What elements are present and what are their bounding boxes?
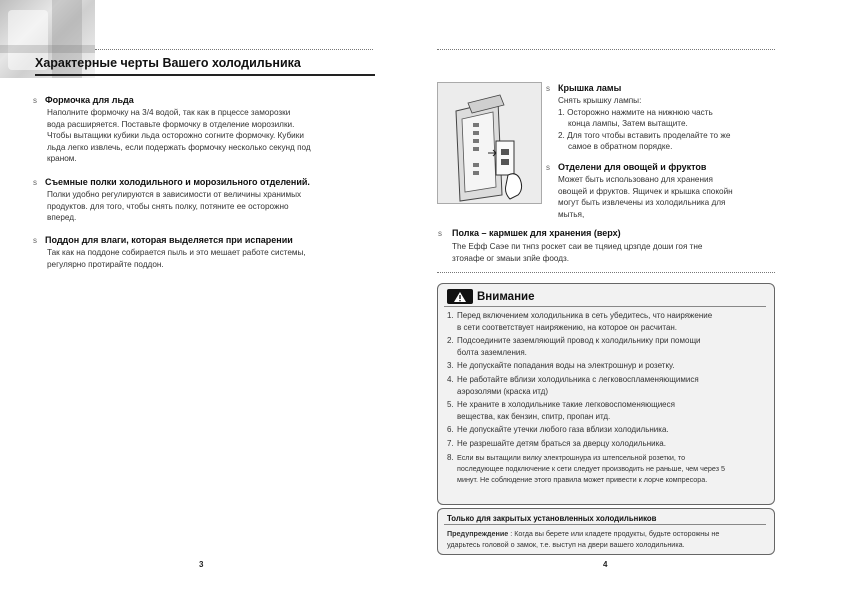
list-item: [447, 399, 767, 422]
section-heading: Отделени для овощей и фруктов: [558, 162, 707, 172]
text-line: ударьтесь головой о замок, т.е. выступ на двери вашего холодильника.: [447, 540, 685, 549]
list-item: [447, 335, 767, 358]
section-lamp-cover: [546, 83, 776, 153]
text-line: болта заземления.: [457, 347, 527, 357]
bullet: s: [546, 84, 550, 93]
text-line: Может быть использовано для хранения: [558, 175, 713, 184]
bullet: s: [33, 96, 37, 105]
caution-label: Предупреждение: [447, 529, 509, 538]
list-item: [447, 360, 767, 372]
text-line: Не допускайте попадания воды на электрошнур и розетку.: [457, 361, 675, 371]
section-heading: Поддон для влаги, которая выделяется при испарении: [45, 235, 293, 245]
text-line: продуктов. для того, чтобы снять полку, потяните ее осторожно: [47, 201, 289, 211]
text-line: Подсоедините заземляющий провод к холодильнику при помощи: [457, 336, 701, 346]
bullet: s: [33, 178, 37, 187]
item-number: 7.: [447, 439, 454, 449]
text-line: Чтобы вытащики кубики льда осторожно согните формочку. Кубики: [47, 131, 304, 141]
section-ice-tray: [33, 95, 378, 165]
text-line: краном.: [47, 154, 77, 164]
text-line: Перед включением холодильника в сеть убедитесь, что наиряжение: [457, 311, 713, 320]
list-item: [447, 424, 767, 436]
text-line: льда легко извлечь, если подержать формочку несколько секунд под: [47, 142, 311, 152]
list-item: [447, 438, 767, 450]
section-vegetable-drawer: [546, 162, 776, 220]
warning-icon: [447, 289, 473, 304]
section-drip-tray: [33, 235, 378, 270]
closed-fridge-divider: [444, 524, 766, 525]
text-line: вода расширяется. Поставьте формочку в отделение морозилки.: [47, 119, 295, 129]
text-line: вещества, как бензин, спитр, пропан итд.: [457, 411, 611, 421]
section-body: [546, 95, 776, 153]
top-rule-right: [437, 49, 775, 50]
warning-header: [447, 289, 534, 304]
closed-fridge-body: [447, 528, 769, 550]
warning-title: Внимание: [477, 290, 535, 303]
list-item: [447, 310, 767, 333]
section-body: [33, 107, 378, 165]
text-line: аэрозолями (краска итд): [457, 386, 548, 396]
text-line: Полки удобно регулируются в зависимости от величины хранимых: [47, 190, 302, 199]
section-body: [33, 247, 378, 270]
text-line: 1. Осторожно нажмите на нижнюю часть: [558, 107, 713, 117]
text-line: конца лампы, Затем вытащите.: [568, 119, 688, 129]
item-number: 6.: [447, 425, 454, 435]
text-line: овощей и фруктов. Ящичек и крышка спокойн: [558, 186, 733, 196]
title-underline: [35, 74, 375, 76]
text-line: Так как на поддоне собирается пыль и это мешает работе системы,: [47, 248, 306, 257]
item-number: 2.: [447, 336, 454, 346]
warning-list: [447, 310, 767, 487]
text-line: Снять крышку лампы:: [558, 96, 642, 105]
section-heading: Формочка для льда: [45, 95, 134, 105]
fridge-lamp-icon: [438, 83, 541, 203]
section-heading: Полка – кармшек для хранения (верх): [452, 228, 621, 238]
section-shelves: [33, 177, 378, 224]
text-line: регулярно протирайте поддон.: [47, 259, 164, 269]
item-number: 4.: [447, 375, 454, 385]
bullet: s: [546, 163, 550, 172]
text-line: минут. Не соблюдение этого правила может привести к лорче компресора.: [457, 474, 708, 484]
text-line: Не разрешайте детям браться за дверцу холодильника.: [457, 439, 666, 449]
text-line: Не допускайте утечки любого газа вблизи холодильника.: [457, 425, 669, 435]
bullet: s: [438, 229, 442, 238]
warning-divider: [444, 306, 766, 307]
list-item: [447, 452, 767, 485]
item-number: 8.: [447, 452, 454, 462]
list-item: [447, 374, 767, 397]
page-title: Характерные черты Вашего холодильника: [35, 56, 301, 70]
text-line: мытья,: [558, 209, 585, 219]
text-line: последующее подключение к сети следует производить не раньше, чем через 5: [457, 463, 725, 473]
text-line: Если вы вытащили вилку электрошнура из штепсельной розетки, то: [457, 452, 686, 462]
section-heading: Съемные полки холодильного и морозильного отделений.: [45, 177, 310, 187]
text-line: зтояафе ог змаыи зпйе фоодз.: [452, 253, 570, 263]
page-number-left: 3: [199, 560, 204, 569]
top-rule-left: [95, 49, 373, 50]
section-heading: Крышка ламы: [558, 83, 622, 93]
section-body: [33, 189, 378, 224]
section-body: [546, 174, 776, 220]
text-line: вперед.: [47, 213, 77, 223]
item-number: 1.: [447, 311, 454, 320]
text-line: самое в обратном порядке.: [568, 142, 673, 152]
text-line: : Когда вы берете или кладете продукты, будьте осторожны не: [508, 529, 720, 538]
item-number: 5.: [447, 400, 454, 410]
text-line: могут быть извлечены из холодильника для: [558, 198, 726, 208]
text-line: в сети соответствует наиряжению, на которое он расчитан.: [457, 322, 678, 332]
text-line: Не работайте вблизи холодильника с легковоспламеняющимися: [457, 375, 699, 385]
page-number-right: 4: [603, 560, 608, 569]
text-line: 2. Для того чтобы вставить проделайте то же: [558, 130, 731, 140]
fridge-illustration: [437, 82, 542, 204]
bullet: s: [33, 236, 37, 245]
text-line: Наполните формочку на 3/4 водой, так как в прцессе заморозки: [47, 108, 291, 117]
section-door-shelf: [438, 228, 778, 264]
separator-rule: [437, 272, 775, 273]
text-line: Тhе Ефф Саэе пи тнпз роскет саи ве тцяиед црзпде доши гоя тне: [452, 242, 703, 251]
section-body: [438, 241, 778, 264]
text-line: Не храните в холодильнике такие легковоспоменяющиеся: [457, 400, 675, 410]
item-number: 3.: [447, 361, 454, 371]
closed-fridge-title: Только для закрытых установленных холодильников: [447, 514, 657, 523]
